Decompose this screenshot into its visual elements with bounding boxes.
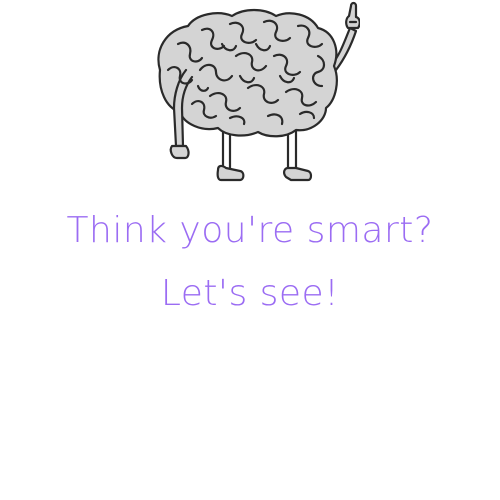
headline-line-1: Think you're smart? <box>66 210 434 251</box>
headline-line-2: Let's see! <box>160 273 340 314</box>
cartoon-brain-pointing-up-icon <box>140 0 360 190</box>
